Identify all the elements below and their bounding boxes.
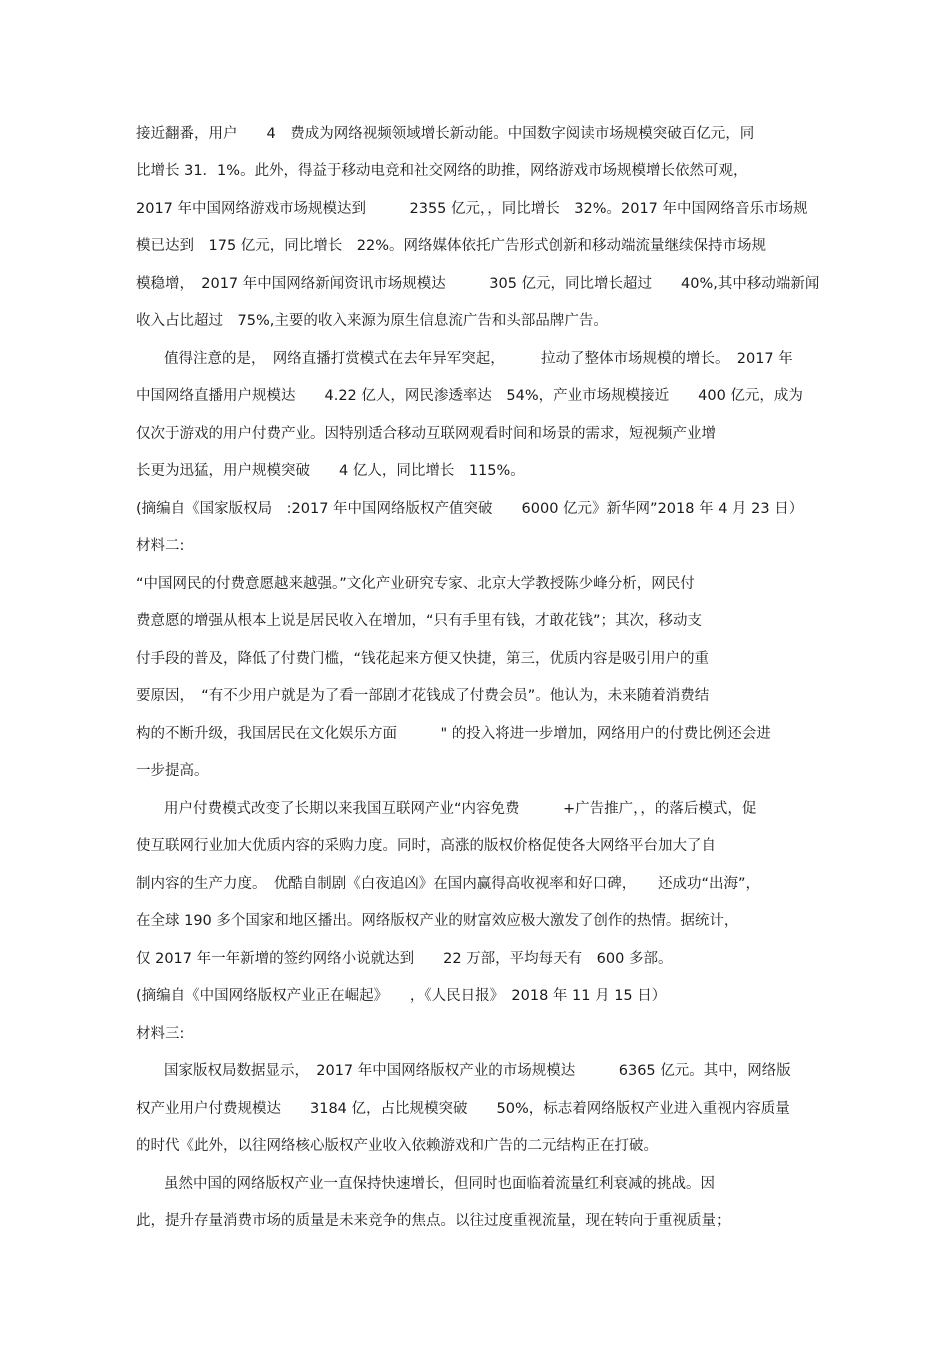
text-line: 仅次于游戏的用户付费产业。因特别适合移动互联网观看时间和场景的需求，短视频产业增 bbox=[136, 426, 716, 442]
text-line: 接近翻番，用户 4 费成为网络视频领域增长新动能。中国数字阅读市场规模突破百亿元，同 bbox=[136, 126, 755, 142]
source-citation: (摘编自《中国网络版权产业正在崛起》 ，《人民日报》 2018 年 11 月 15 日） bbox=[136, 988, 667, 1004]
text-line: 收入占比超过 75%,主要的收入来源为原生信息流广告和头部品牌广告。 bbox=[136, 313, 608, 329]
paragraph-start-line: 虽然中国的网络版权产业一直保持快速增长，但同时也面临着流量红利衰减的挑战。因 bbox=[164, 1176, 715, 1192]
text-line: 要原因， “有不少用户就是为了看一部剧才花钱成了付费会员”。他认为，未来随着消费结 bbox=[136, 688, 710, 704]
paragraph-start-line: 值得注意的是， 网络直播打赏模式在去年异军突起， 拉动了整体市场规模的增长。 2017 年 bbox=[164, 351, 793, 367]
text-line: 中国网络直播用户规模达 4.22 亿人，网民渗透率达 54%，产业市场规模接近 400 亿元，成为 bbox=[136, 388, 803, 404]
text-line: 费意愿的增强从根本上说是居民收入在增加，“只有手里有钱，才敢花钱”；其次，移动支 bbox=[136, 613, 703, 629]
text-line: “中国网民的付费意愿越来越强。”文化产业研究专家、北京大学教授陈少峰分析，网民付 bbox=[136, 576, 695, 592]
text-line: 制内容的生产力度。 优酷自制剧《白夜追凶》在国内赢得高收视率和好口碑， 还成功“出海”， bbox=[136, 876, 761, 892]
section-heading: 材料二: bbox=[136, 538, 185, 554]
section-heading: 材料三: bbox=[136, 1026, 185, 1042]
paragraph-start-line: 国家版权局数据显示， 2017 年中国网络版权产业的市场规模达 6365 亿元。其中，网络版 bbox=[164, 1063, 791, 1079]
text-line: 使互联网行业加大优质内容的采购力度。同时，高涨的版权价格促使各大网络平台加大了自 bbox=[136, 838, 716, 854]
text-line: 长更为迅猛，用户规模突破 4 亿人，同比增长 115%。 bbox=[136, 463, 525, 479]
text-line: 一步提高。 bbox=[136, 763, 209, 779]
text-line: 比增长 31．1%。此外，得益于移动电竞和社交网络的助推，网络游戏市场规模增长依然可观， bbox=[136, 163, 748, 179]
text-line: 2017 年中国网络游戏市场规模达到 2355 亿元，，同比增长 32%。2017 年中国网络音乐市场规 bbox=[136, 201, 808, 217]
text-line: 模稳增， 2017 年中国网络新闻资讯市场规模达 305 亿元，同比增长超过 40%,其中移动端新闻 bbox=[136, 276, 820, 292]
text-line: 仅 2017 年一年新增的签约网络小说就达到 22 万部，平均每天有 600 多部。 bbox=[136, 951, 673, 967]
text-line: 模已达到 175 亿元，同比增长 22%。网络媒体依托广告形式创新和移动端流量继续保持市场规 bbox=[136, 238, 767, 254]
text-line: 构的不断升级，我国居民在文化娱乐方面 " 的投入将进一步增加，网络用户的付费比例还会进 bbox=[136, 726, 771, 742]
text-line: 此，提升存量消费市场的质量是未来竞争的焦点。以往过度重视流量，现在转向于重视质量； bbox=[136, 1213, 731, 1229]
text-line: 在全球 190 多个国家和地区播出。网络版权产业的财富效应极大激发了创作的热情。据统计， bbox=[136, 913, 739, 929]
text-line: 付手段的普及，降低了付费门槛，“钱花起来方便又快捷，第三，优质内容是吸引用户的重 bbox=[136, 651, 710, 667]
source-citation: (摘编自《国家版权局 :2017 年中国网络版权产值突破 6000 亿元》新华网”2018 年 4 月 23 日） bbox=[136, 501, 804, 517]
text-line: 权产业用户付费规模达 3184 亿，占比规模突破 50%，标志着网络版权产业进入重视内容质量 bbox=[136, 1101, 790, 1117]
text-line: 的时代《此外，以往网络核心版权产业收入依赖游戏和广告的二元结构正在打破。 bbox=[136, 1138, 658, 1154]
paragraph-start-line: 用户付费模式改变了长期以来我国互联网产业“内容免费 +广告推广，，的落后模式，促 bbox=[164, 801, 757, 817]
